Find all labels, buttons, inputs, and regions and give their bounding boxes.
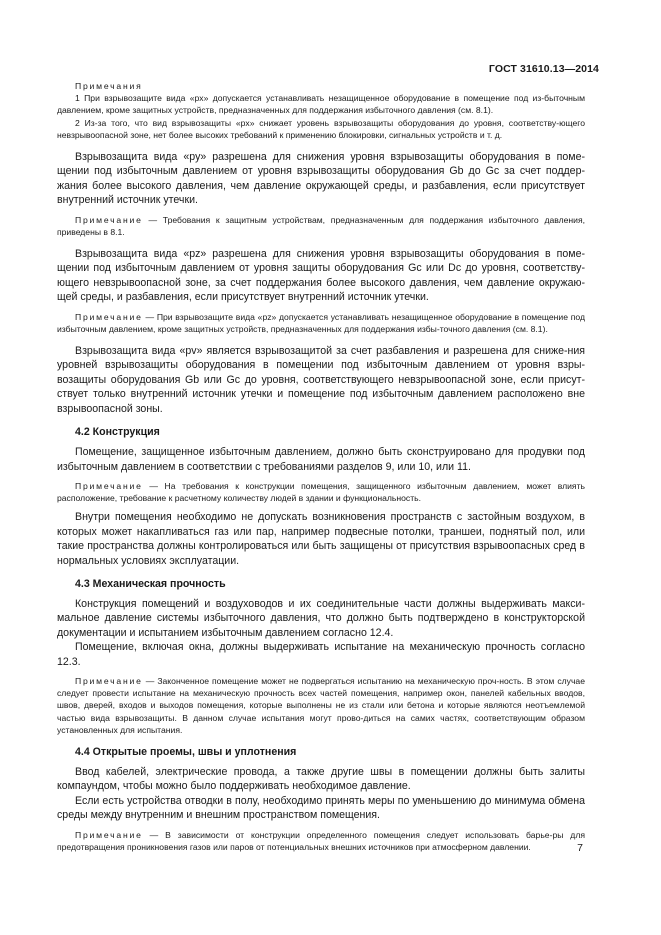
s42-paragraph-2: Внутри помещения необходимо не допускать возникновения пространств с застойным воздухом, в которых может накапливаться газ или пар, например подвесные потолки, траншеи, поднятый пол, или такие пространства должны контролироваться или быть защищены от присутствия взрывоопасных сред в нормальных условиях эксплуатации. [57, 511, 585, 567]
pz-paragraph: Взрывозащита вида «pz» разрешена для снижения уровня взрывозащиты оборудования в поме-щении под избыточным давлением от уровня защиты оборудования Gc или Dc до уровня, соответству-ющего невзрывоопасной зоне, за счет поддержания более высокого давления, чем давление окружаю-щей среды, и разбавления, если присутствует внутренний источник утечки. [57, 248, 585, 304]
note-label: Примечание [75, 214, 143, 225]
s44-paragraph-2: Если есть устройства отводки в полу, необходимо принять меры по уменьшению до минимума обмена среды между внутренним и внешним пространством помещения. [57, 794, 585, 822]
note-item-2: 2 Из-за того, что вид взрывозащиты «px» снижает уровень взрывозащиты оборудования до уровня, соответству-ющего невзрывоопасной зоне, нет более высоких требований к применению блокировки, сигнальных устройств и т. д. [57, 117, 585, 140]
s43-note [57, 675, 585, 736]
py-note [57, 214, 585, 238]
note-text: — Законченное помещение может не подвергаться испытанию на механическую проч-ность. В этом случае следует провести испытание на механическую прочность всех частей помещения, например окон, панелей кабельных вводов, швов, дверей, входов и выходов помещения, которые выполнены не из стали или бетона и которые являются неотъемлемой частью вида взрывозащиты. В данном случае испытания могут прово-диться на самих частях, соответствующим образом установленных для испытания. [57, 675, 585, 735]
py-paragraph: Взрывозащита вида «py» разрешена для снижения уровня взрывозащиты оборудования в поме-щении под избыточным давлением от уровня взрывозащиты оборудования Gb до Gc за счет поддер-жания более высокого давления, чем давление окружающей среды, и разбавления, если присутствует внутренний источник утечки. [57, 151, 585, 207]
note-label: Примечание [75, 675, 143, 686]
s42-note [57, 480, 585, 504]
note-text: — В зависимости от конструкции определенного помещения следует использовать барье-ры для предотвращения проникновения газов или паров от потенциальных внешних источников при атмосферном давлении. [57, 829, 585, 852]
page-content [57, 80, 585, 853]
section-heading-4-3: 4.3 Механическая прочность [75, 577, 226, 590]
note-label: Примечание [75, 829, 143, 840]
note-text: — Требования к защитным устройствам, предназначенным для поддержания избыточного давления, приведены в 8.1. [57, 214, 585, 237]
s44-note [57, 829, 585, 853]
standard-number: ГОСТ 31610.13—2014 [488, 63, 599, 75]
s43-paragraph-1: Конструкция помещений и воздуховодов и их соединительные части должны выдерживать макси-мальное давление системы избыточного давления, что должно быть подтверждено в конструкторской документации и испытанием избыточным давлением согласно 12.4. [57, 597, 585, 639]
note-item-1: 1 При взрывозащите вида «px» допускается устанавливать незащищенное оборудование в помещение под из-быточным давлением, кроме защитных устройств, предназначенных для поддержания избыточного давления (см. 8.1). [57, 93, 585, 116]
note-label: Примечание [75, 480, 143, 491]
pz-note [57, 311, 585, 335]
note-label: Примечание [75, 311, 143, 322]
note-text: — На требования к конструкции помещения, защищенного избыточным давлением, может влиять расположение, требование к расчетному количеству людей в здании и функциональность. [57, 480, 585, 504]
notes-title: Примечания [75, 81, 143, 91]
s43-paragraph-2: Помещение, включая окна, должны выдерживать испытание на механическую прочность согласно 12.3. [57, 641, 585, 668]
section-heading-4-2: 4.2 Конструкция [75, 426, 160, 439]
pv-paragraph: Взрывозащита вида «pv» является взрывозащитой за счет разбавления и разрешена для сниже-ния уровней взрывозащиты оборудования в помещении под избыточным давлением от уровня взры-возащиты оборудования Gb или Gc до уровня, соответствующего невзрывоопасной зоне, если присут-ствует только внутренний источник утечки и помещение под избыточным давлением расположено вне взрывоопасной зоны. [57, 345, 585, 415]
note-text: — При взрывозащите вида «pz» допускается устанавливать незащищенное оборудование в помещение под избыточным давлением, кроме защитных устройств, предназначенных для поддержания избы-точного давления (см. 8.1). [57, 311, 585, 334]
s44-paragraph-1: Ввод кабелей, электрические провода, а также другие швы в помещении должны быть залиты компаундом, чтобы можно было поддерживать необходимое давление. [57, 766, 585, 793]
section-heading-4-4: 4.4 Открытые проемы, швы и уплотнения [75, 746, 297, 758]
s42-paragraph-1: Помещение, защищенное избыточным давлением, должно быть сконструировано для продувки под избыточным давлением в соответствии с требованиями разделов 9, или 10, или 11. [57, 446, 585, 473]
page-number: 7 [577, 842, 583, 854]
